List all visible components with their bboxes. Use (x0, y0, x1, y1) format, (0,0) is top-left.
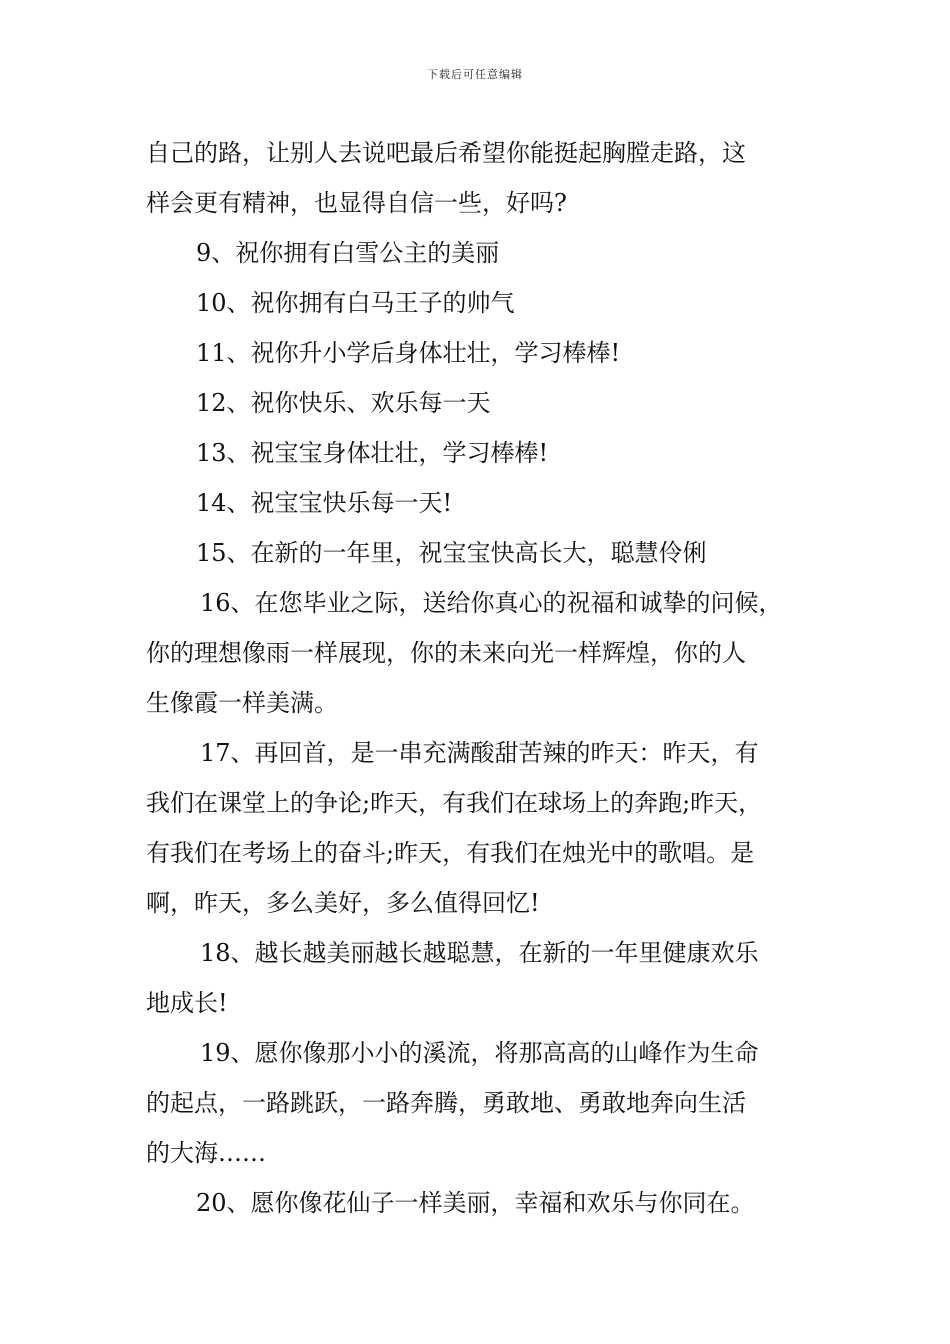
list-item: 11、祝你升小学后身体壮壮，学习棒棒! (196, 339, 621, 367)
list-item: 14、祝宝宝快乐每一天! (196, 489, 453, 517)
text-line: 样会更有精神，也显得自信一些，好吗? (146, 189, 567, 217)
text-line: 啊，昨天，多么美好，多么值得回忆! (146, 889, 540, 917)
page-header: 下载后可任意编辑 (427, 68, 523, 81)
text-line: 我们在课堂上的争论;昨天，有我们在球场上的奔跑;昨天， (146, 789, 763, 817)
text-line: 你的理想像雨一样展现，你的未来向光一样辉煌，你的人 (146, 639, 746, 667)
list-item: 9、祝你拥有白雪公主的美丽 (196, 239, 500, 267)
text-line: 的大海…… (146, 1139, 266, 1167)
list-item: 20、愿你像花仙子一样美丽，幸福和欢乐与你同在。 (196, 1189, 755, 1217)
list-item: 13、祝宝宝身体壮壮，学习棒棒! (196, 439, 549, 467)
list-item: 18、越长越美丽越长越聪慧，在新的一年里健康欢乐 (200, 939, 759, 967)
list-item: 12、祝你快乐、欢乐每一天 (196, 389, 491, 417)
text-line: 有我们在考场上的奋斗;昨天，有我们在烛光中的歌唱。是 (146, 839, 755, 867)
document-body (146, 128, 811, 1228)
text-line: 地成长! (146, 989, 228, 1017)
list-item: 15、在新的一年里，祝宝宝快高长大，聪慧伶俐 (196, 539, 707, 567)
text-line: 自己的路，让别人去说吧最后希望你能挺起胸膛走路，这 (146, 139, 746, 167)
text-line: 生像霞一样美满。 (146, 689, 338, 717)
list-item: 10、祝你拥有白马王子的帅气 (196, 289, 515, 317)
list-item: 16、在您毕业之际，送给你真心的祝福和诚挚的问候， (200, 589, 783, 617)
text-line: 的起点，一路跳跃，一路奔腾，勇敢地、勇敢地奔向生活 (146, 1089, 746, 1117)
list-item: 17、再回首，是一串充满酸甜苦辣的昨天：昨天，有 (200, 739, 759, 767)
list-item: 19、愿你像那小小的溪流，将那高高的山峰作为生命 (200, 1039, 759, 1067)
